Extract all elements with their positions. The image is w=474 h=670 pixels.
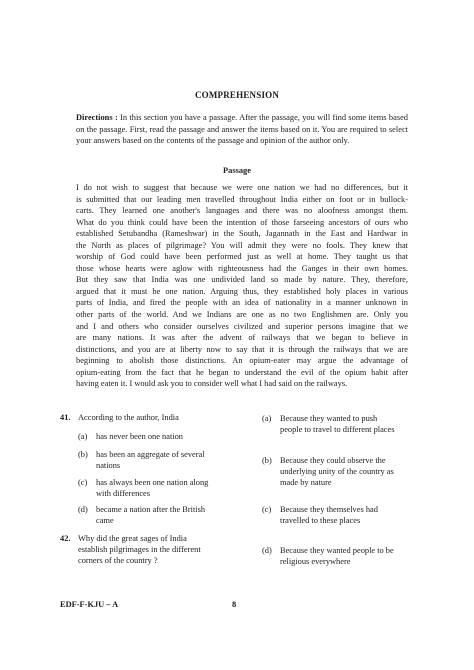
option-text: has never been one nation bbox=[96, 432, 183, 441]
passage-line: I do not wish to suggest that because we were one nation we had no differences, but it bbox=[76, 183, 408, 192]
question-stem-line: establish pilgrimages in the different bbox=[78, 545, 201, 554]
question-stem: According to the author, India bbox=[78, 413, 179, 422]
option-label: (b) bbox=[78, 450, 88, 459]
passage-line: is submitted that our leading men travelled throughout India either on foot or in bullock- bbox=[76, 194, 408, 204]
question-41 bbox=[60, 412, 240, 424]
question-number: 42. bbox=[60, 534, 71, 543]
option-text-line: has been an aggregate of several bbox=[96, 450, 205, 459]
option-text-line: became a nation after the British bbox=[96, 505, 206, 514]
q42-option-c[interactable] bbox=[262, 505, 422, 529]
option-label: (b) bbox=[262, 456, 272, 465]
option-label: (c) bbox=[78, 478, 88, 487]
option-text-line: has always been one nation along bbox=[96, 478, 209, 487]
option-text-line: came bbox=[96, 516, 114, 525]
passage-title: Passage bbox=[223, 166, 251, 175]
passage-line: opium-eating from the fact that he began to understand the evil of the opium habit after bbox=[76, 367, 408, 377]
question-42 bbox=[60, 533, 245, 569]
q42-option-b[interactable] bbox=[262, 456, 422, 492]
passage-line: distinctions, and you are at liberty now to say that it is through the railways that we are bbox=[76, 344, 408, 354]
passage-line: What do you think could have been the intention of those farseeing ancestors of ours who bbox=[76, 217, 408, 227]
option-text-line: Because they could observe the bbox=[280, 456, 386, 465]
option-label: (a) bbox=[78, 432, 88, 441]
option-text-line: Because they themselves had bbox=[280, 505, 378, 514]
passage-line: those whose hearts were aglow with righteousness had the Ganges in their own homes. bbox=[76, 263, 408, 273]
option-text-line: Because they wanted people to be bbox=[280, 546, 394, 555]
directions-paragraph bbox=[76, 112, 408, 147]
option-text-line: nations bbox=[96, 461, 121, 470]
passage-text bbox=[76, 182, 408, 390]
passage-line: and I and others who consider ourselves civilized and superior persons imagine that we bbox=[76, 321, 408, 331]
passage-line: argued that it must be one nation. Arguing thus, they established holy places in various bbox=[76, 286, 408, 296]
page-number: 8 bbox=[232, 600, 237, 609]
directions-text: In this section you have a passage. After the passage, you will find some items based on the passage. First, read the passage and answer the items based on it. You are required to select your answers based on the contents of the passage and opinion of the author only. bbox=[76, 113, 408, 146]
option-label: (d) bbox=[78, 505, 88, 514]
passage-line: parts of India, and fired the people with an idea of nationality in a manner unknown in bbox=[76, 298, 408, 308]
q42-option-d[interactable] bbox=[262, 546, 422, 570]
option-label: (c) bbox=[262, 505, 272, 514]
option-label: (d) bbox=[262, 546, 272, 555]
passage-line: worship of God could have been performed just as well at home. They taught us that bbox=[76, 252, 408, 262]
section-heading: COMPREHENSION bbox=[194, 90, 280, 100]
q41-option-d[interactable] bbox=[78, 505, 243, 529]
option-text-line: travelled to these places bbox=[280, 516, 361, 525]
question-stem-line: corners of the country ? bbox=[78, 556, 158, 565]
passage-line: having eaten it. I would ask you to consider well what I had said on the railways. bbox=[76, 379, 348, 389]
option-text-line: underlying unity of the country as bbox=[280, 467, 394, 476]
booklet-code: EDF-F-KJU – A bbox=[60, 600, 119, 609]
passage-line: other parts of the world. And we Indians are one as no two Englishmen are. Only you bbox=[76, 310, 408, 320]
q41-option-c[interactable] bbox=[78, 478, 243, 502]
option-text-line: with differences bbox=[96, 489, 151, 498]
option-label: (a) bbox=[262, 414, 272, 423]
passage-line: beginning to abolish those distinctions. An opium-eater may argue the advantage of bbox=[76, 356, 408, 366]
passage-line: the North as places of pilgrimage? You will admit they were no fools. They knew that bbox=[76, 240, 408, 250]
q41-option-a[interactable] bbox=[78, 432, 243, 444]
q42-option-a[interactable] bbox=[262, 414, 422, 438]
passage-line: carts. They learned one another's languages and there was no aloofness amongst them. bbox=[76, 206, 408, 216]
directions-label: Directions : bbox=[76, 113, 118, 122]
option-text-line: made by nature bbox=[280, 478, 332, 487]
option-text-line: religious everywhere bbox=[280, 557, 351, 566]
question-number: 41. bbox=[60, 413, 71, 422]
q41-option-b[interactable] bbox=[78, 450, 243, 474]
option-text-line: people to travel to different places bbox=[280, 425, 395, 434]
passage-line: established Setubandha (Rameshwar) in the South, Jagannath in the East and Hardwar in bbox=[76, 229, 408, 239]
passage-line: But they saw that India was one undivided land so made by nature. They, therefore, bbox=[76, 275, 408, 285]
option-text-line: Because they wanted to push bbox=[280, 414, 378, 423]
question-stem-line: Why did the great sages of India bbox=[78, 534, 187, 543]
passage-line: are many nations. It was after the advent of railways that we began to believe in bbox=[76, 333, 408, 343]
